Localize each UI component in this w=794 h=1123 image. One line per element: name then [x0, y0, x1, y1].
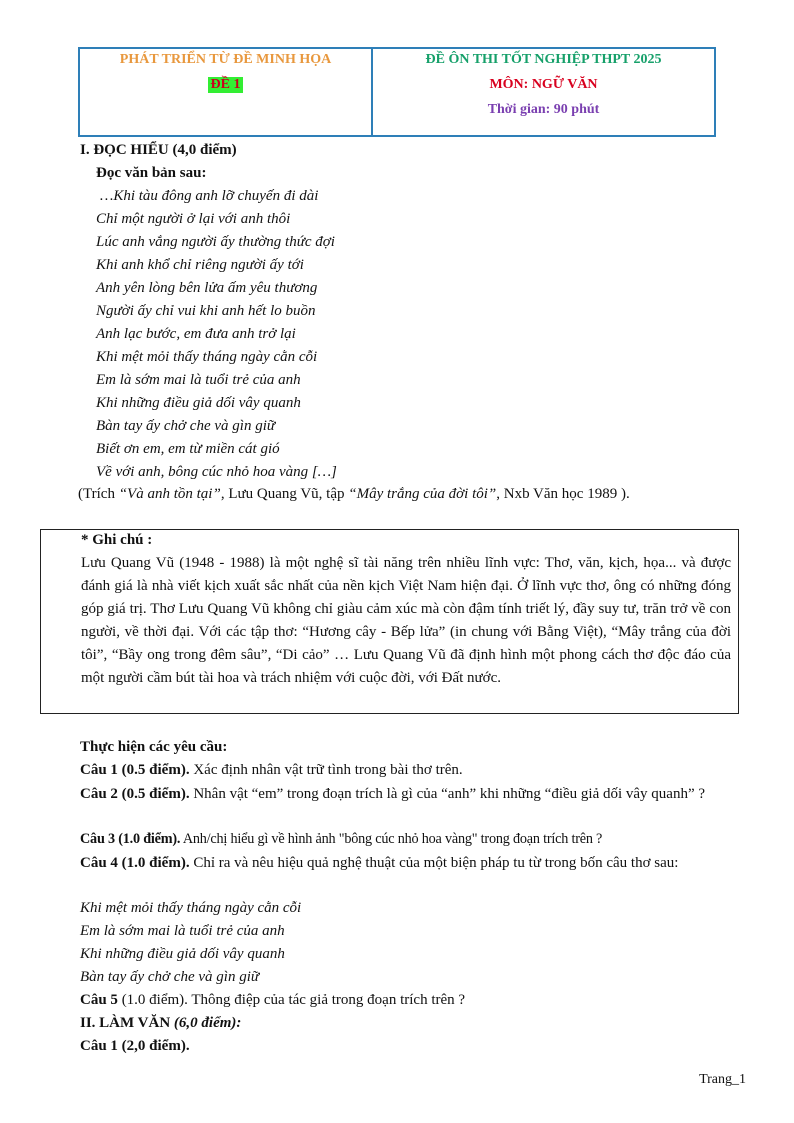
source-open: (Trích: [78, 486, 119, 502]
question-1-label: Câu 1 (0.5 điểm).: [80, 762, 190, 778]
page-number: Trang_1: [699, 1072, 746, 1087]
exam-number-badge: ĐỀ 1: [208, 77, 244, 93]
poem-line: Khi những điều giả dối vây quanh: [96, 395, 301, 411]
poem-line: Em là sớm mai là tuổi trẻ của anh: [96, 372, 301, 388]
question-4: [80, 852, 746, 875]
poem-line: Anh lạc bước, em đưa anh trở lại: [96, 326, 296, 342]
question-4-text: Chỉ ra và nêu hiệu quả nghệ thuật của một biện pháp tu từ trong bốn câu thơ sau:: [189, 855, 679, 871]
poem-line: Khi anh khổ chỉ riêng người ấy tới: [96, 257, 304, 273]
section-2-title: [80, 1013, 241, 1033]
exam-time: Thời gian: 90 phút: [487, 102, 600, 117]
poem-line: Biết ơn em, em từ miền cát gió: [96, 441, 280, 457]
poem-line: Lúc anh vắng người ấy thường thức đợi: [96, 234, 335, 250]
question-3-text: Anh/chị hiểu gì về hình ảnh "bông cúc nhỏ hoa vàng" trong đoạn trích trên ?: [180, 831, 603, 847]
header-left-title: PHÁT TRIỂN TỪ ĐỀ MINH HỌA: [119, 52, 332, 67]
header-left-cell: [80, 49, 373, 135]
question-5: [80, 990, 465, 1010]
question-1: [80, 760, 463, 780]
question-1-text: Xác định nhân vật trữ tình trong bài thơ trên.: [189, 762, 463, 778]
poem-line: …Khi tàu đông anh lỡ chuyến đi dài: [100, 188, 319, 204]
requirements-title: Thực hiện các yêu cầu:: [80, 739, 228, 755]
poem-line: Người ấy chỉ vui khi anh hết lo buồn: [96, 303, 316, 319]
note-box: [40, 529, 739, 714]
question-2-label: Câu 2 (0.5 điểm).: [80, 786, 190, 802]
note-body: Lưu Quang Vũ (1948 - 1988) là một nghệ sĩ tài năng trên nhiều lĩnh vực: Thơ, văn, kịch, họa... và được đánh giá là nhà viết kịch xuất sắc nhất của nền kịch Việt Nam hiện đại. Ở lĩnh vực thơ, ông có những đóng góp giá trị. Thơ Lưu Quang Vũ không chỉ giàu cảm xúc mà còn đậm tính triết lý, đầy suy tư, trăn trở về con người, về thời đại. Với các tập thơ: “Hương cây - Bếp lửa” (in chung với Bằng Việt), “Mây trắng của đời tôi”, “Bầy ong trong đêm sâu”, “Di cảo” … Lưu Quang Vũ đã định hình một phong cách thơ độc đáo của một người cầm bút tài hoa và trách nhiệm với cuộc đời, với Đất nước.: [81, 555, 731, 686]
quoted-poem-line: Khi mệt mỏi thấy tháng ngày cằn cỗi: [80, 900, 302, 916]
section-2-question-1: Câu 1 (2,0 điểm).: [80, 1038, 190, 1054]
note-title: * Ghi chú :: [81, 532, 153, 548]
header-right-cell: [373, 49, 714, 135]
quoted-poem-line: Khi những điều giả dối vây quanh: [80, 946, 285, 962]
source-mid: , Lưu Quang Vũ, tập: [220, 486, 349, 502]
poem-line: Bàn tay ấy chở che và gìn giữ: [96, 418, 276, 434]
question-2-text: Nhân vật “em” trong đoạn trích là gì của “anh” khi những “điều giả dối vây quanh” ?: [189, 786, 706, 802]
poem-line: Khi mệt mỏi thấy tháng ngày cằn cỗi: [96, 349, 318, 365]
question-5-text: (1.0 điểm). Thông điệp của tác giả trong đoạn trích trên ?: [117, 992, 466, 1008]
question-5-label: Câu 5: [80, 992, 118, 1008]
reading-intro: Đọc văn bản sau:: [96, 165, 207, 181]
exam-subject: MÔN: NGỮ VĂN: [489, 77, 598, 92]
source-end: , Nxb Văn học 1989 ).: [496, 486, 630, 502]
section-1-title: I. ĐỌC HIỂU (4,0 điểm): [80, 142, 237, 158]
exam-title: ĐỀ ÔN THI TỐT NGHIỆP THPT 2025: [425, 52, 662, 67]
question-2: [80, 783, 746, 806]
poem-source: [78, 484, 630, 504]
question-4-label: Câu 4 (1.0 điểm).: [80, 855, 190, 871]
quoted-poem-line: Em là sớm mai là tuổi trẻ của anh: [80, 923, 285, 939]
poem-line: Chỉ một người ở lại với anh thôi: [96, 211, 291, 227]
source-collection: “Mây trắng của đời tôi”: [348, 486, 497, 502]
poem-line: Về với anh, bông cúc nhỏ hoa vàng […]: [96, 464, 337, 480]
question-3-label: Câu 3 (1.0 điểm).: [80, 831, 181, 847]
source-work: “Và anh tồn tại”: [118, 486, 221, 502]
header-table: [78, 47, 716, 137]
quoted-poem-line: Bàn tay ấy chở che và gìn giữ: [80, 969, 260, 985]
question-3: [80, 829, 602, 849]
poem-line: Anh yên lòng bên lửa ấm yêu thương: [96, 280, 318, 296]
section-2-title-text: II. LÀM VĂN: [80, 1015, 174, 1031]
section-2-points: (6,0 điểm):: [173, 1015, 242, 1031]
